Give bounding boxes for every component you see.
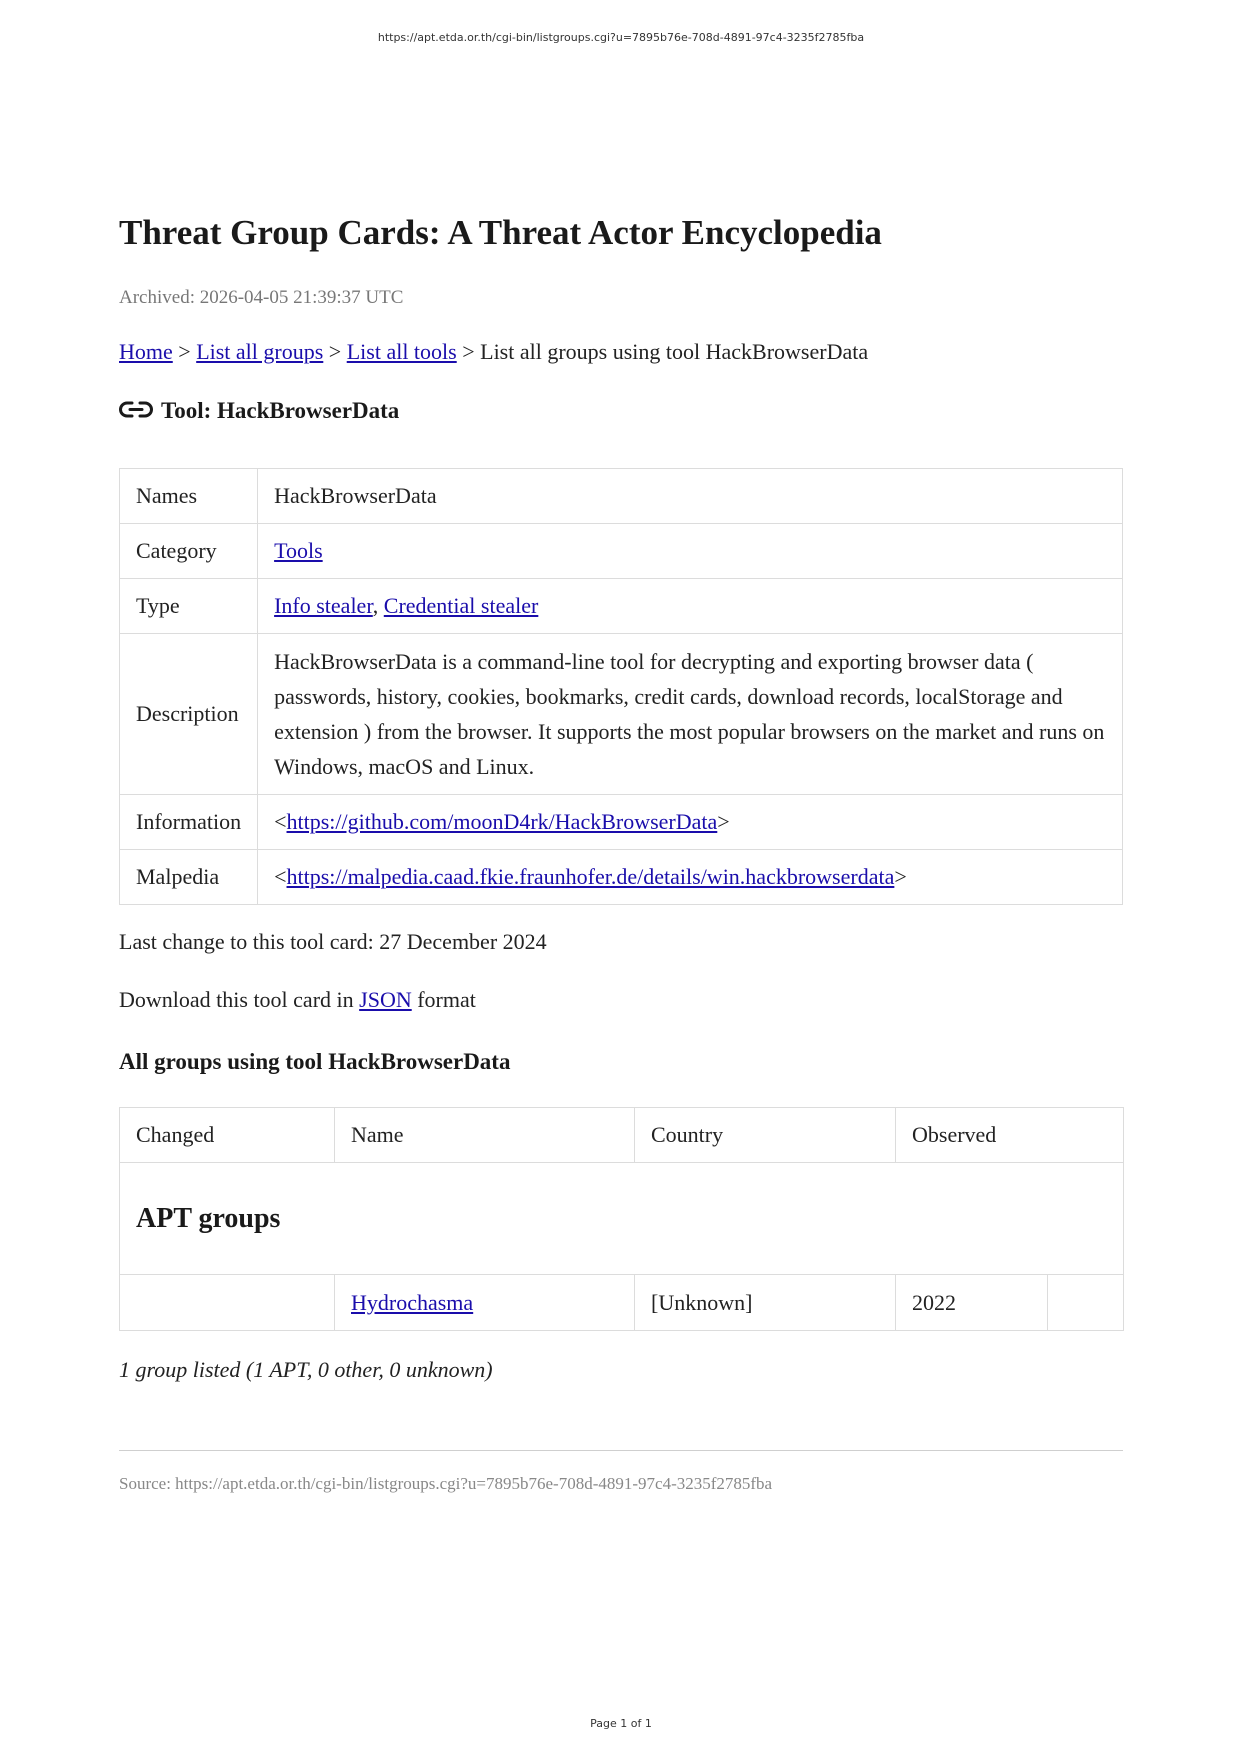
json-download-link[interactable]: JSON	[359, 987, 412, 1012]
type-cell	[258, 579, 1123, 634]
breadcrumb-home-link[interactable]: Home	[119, 339, 173, 364]
groups-heading: All groups using tool HackBrowserData	[119, 1049, 511, 1074]
breadcrumb-separator: >	[323, 339, 347, 364]
tool-heading	[119, 398, 399, 424]
tool-row-description	[120, 634, 1123, 795]
category-cell	[258, 524, 1123, 579]
tool-info-table	[119, 468, 1123, 905]
link-icon	[119, 400, 153, 420]
download-suffix: format	[411, 987, 476, 1012]
information-label: Information	[120, 795, 258, 850]
type-credential-stealer-link[interactable]: Credential stealer	[383, 593, 539, 618]
breadcrumb-list-tools-link[interactable]: List all tools	[346, 339, 457, 364]
cell-name	[335, 1275, 635, 1331]
malpedia-close-bracket: >	[894, 864, 907, 889]
column-header-observed: Observed	[896, 1108, 1124, 1163]
source-line: Source: https://apt.etda.or.th/cgi-bin/listgroups.cgi?u=7895b76e-708d-4891-97c4-3235f2785fba	[119, 1474, 773, 1493]
groups-table	[119, 1107, 1124, 1331]
column-header-name: Name	[335, 1108, 635, 1163]
breadcrumb-list-groups-link[interactable]: List all groups	[196, 339, 324, 364]
cell-observed: 2022	[896, 1275, 1048, 1331]
divider	[119, 1450, 1123, 1451]
breadcrumb-current: > List all groups using tool HackBrowserData	[456, 339, 869, 364]
tool-row-names	[120, 469, 1123, 524]
category-label: Category	[120, 524, 258, 579]
tool-heading-text: Tool: HackBrowserData	[161, 398, 400, 423]
column-header-changed: Changed	[120, 1108, 335, 1163]
print-header-url: https://apt.etda.or.th/cgi-bin/listgroups.cgi?u=7895b76e-708d-4891-97c4-3235f2785fba	[377, 31, 865, 44]
groups-header-row	[120, 1108, 1124, 1163]
malpedia-cell	[258, 850, 1123, 905]
table-row	[120, 1275, 1124, 1331]
tool-row-type	[120, 579, 1123, 634]
download-line	[119, 987, 476, 1013]
archived-timestamp: Archived: 2026-04-05 21:39:37 UTC	[119, 287, 404, 308]
cell-changed	[120, 1275, 335, 1331]
information-close-bracket: >	[717, 809, 730, 834]
page-title: Threat Group Cards: A Threat Actor Encyclopedia	[119, 213, 882, 252]
information-open-bracket: <	[274, 809, 287, 834]
cell-country: [Unknown]	[635, 1275, 896, 1331]
section-title-apt-groups: APT groups	[136, 1202, 281, 1234]
names-label: Names	[120, 469, 258, 524]
description-value: HackBrowserData is a command-line tool for decrypting and exporting browser data ( passwords, history, cookies, bookmarks, credit cards, download records, localStorage and extension ) from the browser. It supports the most popular browsers on the market and runs on Windows, macOS and Linux.	[258, 634, 1123, 795]
names-value: HackBrowserData	[258, 469, 1123, 524]
information-cell	[258, 795, 1123, 850]
type-label: Type	[120, 579, 258, 634]
group-hydrochasma-link[interactable]: Hydrochasma	[351, 1289, 474, 1315]
print-footer-page-number: Page 1 of 1	[590, 1717, 652, 1730]
download-prefix: Download this tool card in	[119, 987, 360, 1012]
tool-row-malpedia	[120, 850, 1123, 905]
type-separator: ,	[372, 593, 384, 618]
breadcrumb	[119, 339, 868, 365]
malpedia-link[interactable]: https://malpedia.caad.fkie.fraunhofer.de/details/win.hackbrowserdata	[286, 864, 895, 889]
groups-summary: 1 group listed (1 APT, 0 other, 0 unknown)	[119, 1357, 493, 1382]
malpedia-label: Malpedia	[120, 850, 258, 905]
cell-extra	[1048, 1275, 1124, 1331]
tool-row-category	[120, 524, 1123, 579]
breadcrumb-separator: >	[172, 339, 197, 364]
malpedia-open-bracket: <	[274, 864, 287, 889]
description-label: Description	[120, 634, 258, 795]
information-github-link[interactable]: https://github.com/moonD4rk/HackBrowserData	[286, 809, 718, 834]
section-title-cell	[120, 1163, 1124, 1275]
column-header-country: Country	[635, 1108, 896, 1163]
section-row-apt	[120, 1163, 1124, 1275]
last-change-text: Last change to this tool card: 27 December 2024	[119, 929, 547, 954]
type-info-stealer-link[interactable]: Info stealer	[274, 593, 373, 618]
tool-row-information	[120, 795, 1123, 850]
category-tools-link[interactable]: Tools	[274, 538, 323, 563]
